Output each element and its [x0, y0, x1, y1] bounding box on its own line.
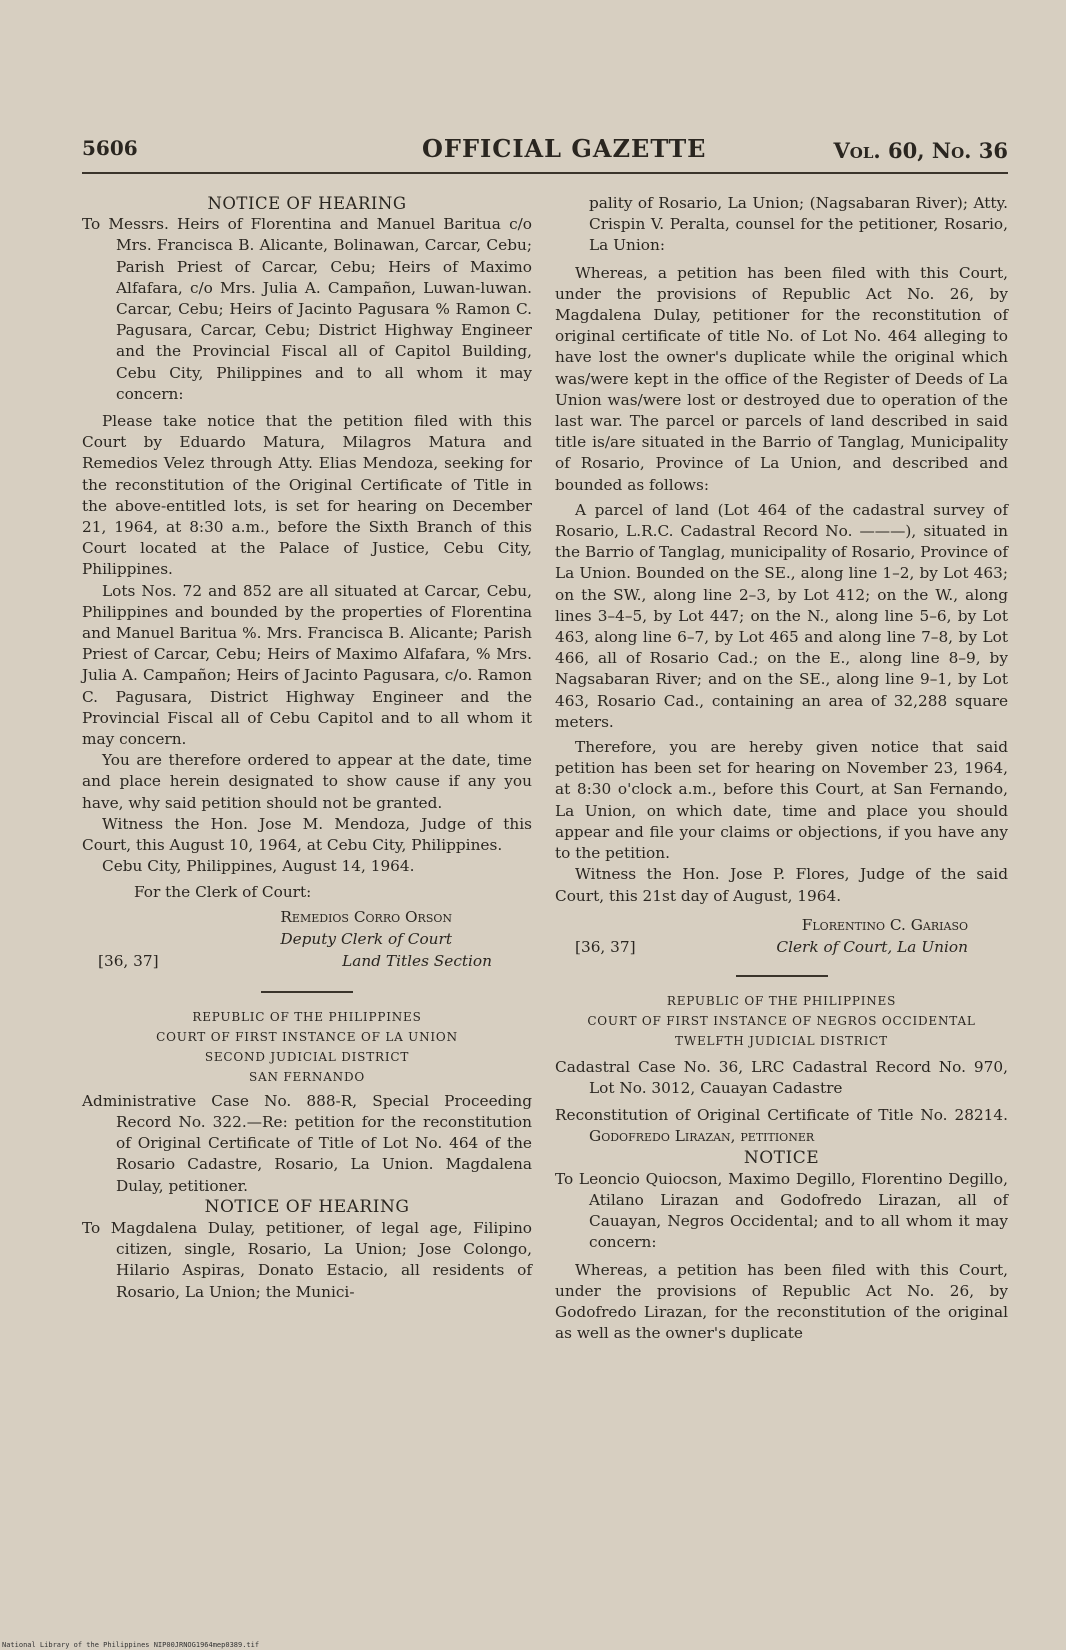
gazette-title: OFFICIAL GAZETTE: [422, 134, 707, 163]
notice-paragraph: Therefore, you are hereby given notice that said petition has been set for hearing on November 23, 1964, at 8:30 o'clock a.m., before this Court, at San Fernando, La Union, on which date, time and place you should appear and file your claims or objections, if you have any to the petition.: [555, 738, 1008, 863]
case-heading: Administrative Case No. 888-R, Special Proceeding Record No. 322.—Re: petition for the reconstitution of Original Certificate of Title of Lot No. 464 of the Rosario Cadastre, Rosario, La Union. Magdalena Dulay, petitioner.: [82, 1091, 532, 1195]
notice-paragraph: Witness the Hon. Jose P. Flores, Judge of the said Court, this 21st day of August, 1964.: [555, 865, 1008, 905]
caption-line: COURT OF FIRST INSTANCE OF LA UNION: [156, 1029, 458, 1044]
notice-addressees: To Magdalena Dulay, petitioner, of legal age, Filipino citizen, single, Rosario, La Union; Jose Colongo, Hilario Aspiras, Donato Estacio, all residents of Rosario, La Union; the Munici-: [82, 1218, 532, 1301]
section-divider: [736, 975, 828, 977]
signature-block: [82, 907, 532, 977]
notice-paragraph: You are therefore ordered to appear at the date, time and place herein designated to show cause if any you have, why said petition should not be granted.: [82, 751, 532, 812]
signer-title: Clerk of Court, La Union: [776, 937, 968, 956]
caption-line: REPUBLIC OF THE PHILIPPINES: [192, 1009, 422, 1024]
volume-number: Vol. 60, No. 36: [833, 138, 1008, 163]
scan-footer: National Library of the Philippines NIP00JRNOG1964mep0389.tif: [2, 1641, 260, 1649]
notice-title: NOTICE OF HEARING: [204, 1196, 410, 1217]
notice-date: Cebu City, Philippines, August 14, 1964.: [102, 857, 415, 876]
section-divider: [261, 991, 353, 993]
caption-line: TWELFTH JUDICIAL DISTRICT: [675, 1033, 888, 1048]
notice-paragraph: A parcel of land (Lot 464 of the cadastral survey of Rosario, L.R.C. Cadastral Record No. ———), situated in the Barrio of Tanglag, municipality of Rosario, Province of La Union. Bounded on the SE., along line 1–2, by Lot 463; on the SW., along line 2–3, by Lot 412; on the W., along lines 3–4–5, by Lot 447; on the N., along line 5–6, by Lot 463, along line 6–7, by Lot 465 and along line 7–8, by Lot 466, all of Rosario Cad.; on the E., along line 8–9, by Nagsabaran River; and on the SE., along line 9–1, by Lot 463, Rosario Cad., containing an area of 32,288 square meters.: [555, 500, 1008, 731]
notice-addressees: To Messrs. Heirs of Florentina and Manuel Baritua c/o Mrs. Francisca B. Alicante, Bolinawan, Carcar, Cebu; Parish Priest of Carcar, Cebu; Heirs of Maximo Alfafara, c/o Mrs. Julia A. Campañon, Luwan-luwan. Carcar, Cebu; Heirs of Jacinto Pagusara % Ramon C. Pagusara, Carcar, Cebu; District Highway Engineer and the Provincial Fiscal all of Capitol Building, Cebu City, Philippines and to all whom it may concern:: [82, 215, 532, 403]
right-column: [555, 193, 1008, 1344]
signer-title: Deputy Clerk of Court: [280, 929, 452, 948]
notice-title: NOTICE: [743, 1147, 820, 1168]
notice-paragraph: Please take notice that the petition filed with this Court by Eduardo Matura, Milagros Matura and Remedios Velez through Atty. Elias Mendoza, seeking for the reconstitution of the Original Certificate of Title in the above-entitled lots, is set for hearing on December 21, 1964, at 8:30 a.m., before the Sixth Branch of this Court located at the Palace of Justice, Cebu City, Philippines.: [82, 412, 532, 579]
issue-reference: [36, 37]: [98, 951, 159, 970]
case-heading: [555, 1105, 1008, 1147]
case-title: Reconstitution of Original Certificate of Title No. 28214.: [555, 1106, 1008, 1125]
signer-name: Remedios Corro Orson: [280, 907, 452, 926]
issue-reference: [36, 37]: [575, 937, 636, 956]
caption-line: COURT OF FIRST INSTANCE OF NEGROS OCCIDENTAL: [587, 1013, 976, 1028]
signature-block: [555, 915, 1008, 961]
notice-paragraph: Whereas, a petition has been filed with this Court, under the provisions of Republic Act No. 26, by Godofredo Lirazan, for the reconstitution of the original as well as the owner's duplicate: [555, 1260, 1008, 1343]
notice-title: NOTICE OF HEARING: [207, 194, 407, 213]
petitioner-name: Godofredo Lirazan, petitioner: [589, 1127, 815, 1146]
caption-line: SECOND JUDICIAL DISTRICT: [204, 1049, 410, 1064]
notice-paragraph: Witness the Hon. Jose M. Mendoza, Judge of this Court, this August 10, 1964, at Cebu City, Philippines.: [82, 814, 532, 855]
case-heading: Cadastral Case No. 36, LRC Cadastral Record No. 970, Lot No. 3012, Cauayan Cadastre: [555, 1057, 1008, 1097]
signer-name: Florentino C. Gariaso: [801, 915, 968, 934]
caption-line: SAN FERNANDO: [248, 1069, 366, 1084]
notice-paragraph: Lots Nos. 72 and 852 are all situated at Carcar, Cebu, Philippines and bounded by the properties of Florentina and Manuel Baritua %. Mrs. Francisca B. Alicante; Parish Priest of Carcar, Cebu; Heirs of Maximo Alfafara, % Mrs. Julia A. Campañon; Heirs of Jacinto Pagusara, c/o. Ramon C. Pagusara, District Highway Engineer and the Provincial Fiscal all of Cebu Capitol and to all whom it may concern.: [82, 581, 532, 749]
notice-addressees: To Leoncio Quiocson, Maximo Degillo, Florentino Degillo, Atilano Lirazan and Godofredo Lirazan, all of Cauayan, Negros Occidental; and to all whom it may concern:: [555, 1169, 1008, 1252]
page-header: [82, 136, 1008, 172]
signer-section: Land Titles Section: [342, 951, 492, 970]
header-rule: [82, 172, 1008, 174]
notice-paragraph: Whereas, a petition has been filed with this Court, under the provisions of Republic Act No. 26, by Magdalena Dulay, petitioner for the reconstitution of original certificate of title No. of Lot No. 464 alleging to have lost the owner's duplicate while the original which was/were kept in the office of the Register of Deeds of La Union was/were lost or destroyed due to operation of the last war. The parcel or parcels of land described in said title is/are situated in the Barrio of Tanglag, Municipality of Rosario, Province of La Union, and described and bounded as follows:: [555, 263, 1008, 494]
left-column: [82, 193, 532, 1303]
page-number: 5606: [82, 136, 138, 160]
caption-line: REPUBLIC OF THE PHILIPPINES: [666, 993, 897, 1008]
for-clerk-line: For the Clerk of Court:: [134, 882, 312, 901]
notice-addressees-continued: pality of Rosario, La Union; (Nagsabaran River); Atty. Crispin V. Peralta, counsel for the petitioner, Rosario, La Union:: [589, 194, 1008, 255]
